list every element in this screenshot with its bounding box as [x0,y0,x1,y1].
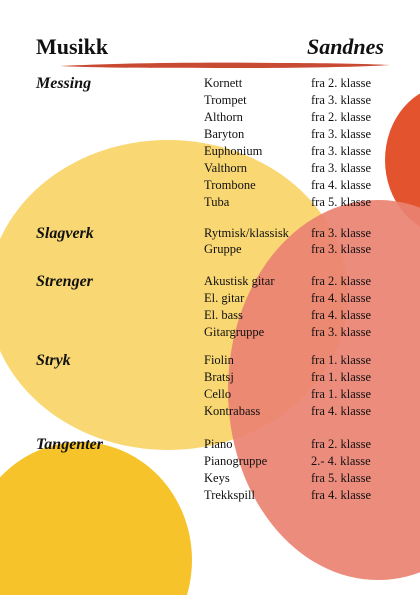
instrument-name: Rytmisk/klassisk [204,226,289,240]
instrument-name: Cello [204,387,232,401]
instrument-name: Keys [204,471,230,485]
instrument-row [0,403,420,420]
instrument-name: Baryton [204,127,245,141]
instrument-row [0,324,420,341]
instrument-row [0,436,420,453]
instrument-name: Valthorn [204,161,248,175]
instrument-name: El. bass [204,308,243,322]
class-level: fra 1. klasse [311,353,372,367]
instrument-name: Kornett [204,76,243,90]
class-level: fra 3. klasse [311,161,372,175]
instrument-name: Gruppe [204,242,242,256]
instrument-row [0,177,420,194]
instrument-row [0,92,420,109]
instrument-row [0,487,420,504]
instrument-row [0,470,420,487]
class-level: fra 3. klasse [311,127,372,141]
section-title: Stryk [36,352,71,369]
class-level: 2.- 4. klasse [311,454,371,468]
instrument-row [0,194,420,211]
instrument-row [0,369,420,386]
class-level: fra 1. klasse [311,370,372,384]
instrument-name: Euphonium [204,144,263,158]
class-level: fra 4. klasse [311,404,372,418]
class-level: fra 3. klasse [311,226,372,240]
class-level: fra 2. klasse [311,437,372,451]
instrument-name: Pianogruppe [204,454,268,468]
class-level: fra 3. klasse [311,325,372,339]
instrument-name: Bratsj [204,370,234,384]
class-level: fra 2. klasse [311,76,372,90]
instrument-row [0,352,420,369]
class-level: fra 5. klasse [311,195,372,209]
instrument-name: Trompet [204,93,247,107]
class-level: fra 2. klasse [311,110,372,124]
class-level: fra 4. klasse [311,178,372,192]
instrument-name: Althorn [204,110,243,124]
instrument-row [0,143,420,160]
instrument-name: Piano [204,437,233,451]
class-level: fra 3. klasse [311,93,372,107]
instrument-row [0,225,420,242]
section-title: Tangenter [36,436,103,453]
instrument-row [0,241,420,258]
instrument-row [0,290,420,307]
class-level: fra 2. klasse [311,274,372,288]
instrument-name: Fiolin [204,353,234,367]
instrument-row [0,75,420,92]
instrument-name: Trekkspill [204,488,255,502]
instrument-row [0,160,420,177]
class-level: fra 1. klasse [311,387,372,401]
class-level: fra 5. klasse [311,471,372,485]
instrument-name: Akustisk gitar [204,274,275,288]
instrument-row [0,273,420,290]
brush-stroke-divider [60,61,390,70]
instrument-row [0,386,420,403]
section-title: Slagverk [36,225,94,242]
instrument-name: El. gitar [204,291,245,305]
instrument-name: Kontrabass [204,404,261,418]
instrument-row [0,126,420,143]
instrument-row [0,453,420,470]
section-title: Messing [36,75,92,92]
instrument-name: Gitargruppe [204,325,265,339]
instrument-name: Trombone [204,178,256,192]
section-title: Strenger [36,273,93,290]
class-level: fra 4. klasse [311,308,372,322]
class-level: fra 4. klasse [311,488,372,502]
subject-title: Musikk [36,34,109,59]
class-level: fra 3. klasse [311,242,372,256]
class-level: fra 4. klasse [311,291,372,305]
class-level: fra 3. klasse [311,144,372,158]
instrument-row [0,307,420,324]
instrument-name: Tuba [204,195,230,209]
city-title: Sandnes [306,34,384,59]
instrument-row [0,109,420,126]
